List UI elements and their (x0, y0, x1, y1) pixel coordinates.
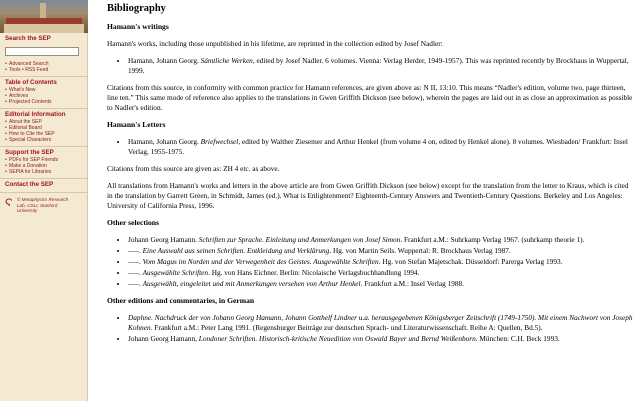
entry-details: . Frankfurt a.M.: Insel Verlag 1988. (360, 279, 464, 288)
entry-title: Schriften zur Sprache. Einleitung und Anmerkungen von Josef Simon (198, 235, 401, 244)
toc-section (0, 77, 87, 109)
whats-new-link[interactable]: • What's New (5, 87, 83, 93)
about-sep-link[interactable]: • About the SEP (5, 119, 83, 125)
toc-heading: Table of Contents (5, 79, 57, 86)
stanford-banner-image[interactable] (0, 0, 88, 33)
entry-details: , edited by Josef Nadler. 6 volumes. Vienna: Verlag Herder, 1949-1957). This was reprinted recently by Brockhaus in Wuppertal, 1999. (128, 56, 629, 75)
letters-list (107, 137, 633, 157)
search-heading: Search the SEP (5, 35, 51, 42)
entry-author: Johann Georg Hamann. (128, 235, 199, 244)
entry-author: —–. (128, 246, 143, 255)
list-item (128, 137, 633, 157)
writings-citation-note: Citations from this source, in conformity with common practice for Hamann references, are given above as: N II, 13:10. This means “Nadler's edition, volume two, page thirteen, line ten.” This same mode of reference also applies to the translations in Gwen Griffith Dickson (see below), wherein the pages are laid out in as close an approximation as possible to Nadler's edition. (107, 83, 633, 112)
entry-details: . Frankfurt a.M.: Peter Lang 1991. (Regensburger Beiträge zur deutschen Sprach- und Literaturwissenschaft. Reihe A: Quellen, Bd.5). (150, 323, 543, 332)
metaphysics-lab-logo-icon: Ϛ (5, 197, 13, 209)
entry-details: . Hg. von Hans Eichner. Berlin: Nicolaische Verlagsbuchhandlung 1994. (208, 268, 420, 277)
support-section (0, 147, 87, 179)
entry-title: Ausgewählt, eingeleitet und mit Anmerkungen versehen von Arthur Henkel (142, 279, 361, 288)
how-to-cite-link[interactable]: • How to Cite the SEP (5, 131, 83, 137)
list-item (128, 313, 633, 333)
writings-intro: Hamann's works, including those unpublished in his lifetime, are reprinted in the collection edited by Josef Nadler: (107, 39, 443, 48)
entry-title: Briefwechsel (200, 137, 239, 146)
entry-author: —–. (128, 268, 143, 277)
list-item (128, 246, 633, 256)
archives-link[interactable]: • Archives (5, 93, 83, 99)
page-title: Bibliography (107, 3, 166, 14)
editorial-heading: Editorial Information (5, 111, 66, 118)
projected-contents-link[interactable]: • Projected Contents (5, 99, 83, 105)
entry-details: . Frankfurt a.M.: Suhrkamp Verlag 1967. (suhrkamp theorie 1). (400, 235, 585, 244)
credit-text[interactable] (17, 197, 68, 214)
banner-wall (4, 24, 84, 33)
section-heading-other-editions: Other editions and commentaries, in German (107, 296, 255, 305)
section-heading-letters: Hamann's Letters (107, 120, 166, 129)
entry-author: —–. (128, 257, 143, 266)
search-input[interactable] (5, 47, 79, 56)
entry-author: Hamann, Johann Georg. (128, 56, 201, 65)
other-editions-list (107, 313, 633, 344)
credit-line: © Metaphysics Research (17, 197, 69, 202)
list-item (128, 56, 633, 76)
entry-author: Johann Georg Hamann, (128, 334, 199, 343)
entry-title: Londoner Schriften. Historisch-kritische Neuedition von Oswald Bayer und Bernd Weißenborn (198, 334, 476, 343)
writings-list (107, 56, 633, 76)
list-item (128, 235, 633, 245)
entry-author: —–. (128, 279, 143, 288)
support-heading: Support the SEP (5, 149, 54, 156)
list-item (128, 257, 633, 267)
entry-details: . Hg. von Stefan Majetschak. Düsseldorf: Parerga Verlag 1993. (378, 257, 563, 266)
list-item (128, 334, 633, 344)
translation-note: All translations from Hamann's works and letters in the above article are from Gwen Griffith Dickson (see below) except for the translation from the letter to Kraus, which is cited in the translation by Garrett Green, in Schmidt, James (ed.). What is Enlightenment? Eighteenth-Century Answers and Twentieth-Century Questions. Berkeley and Los Angeles: University of California Press, 1996. (107, 181, 629, 210)
advanced-search-link[interactable]: • Advanced Search (5, 61, 83, 67)
list-item (128, 268, 633, 278)
list-item (128, 279, 633, 289)
section-heading-other-selections: Other selections (107, 218, 159, 227)
entry-title: Daphne. Nachdruck der von Johann Georg Hamann, Johann Gotthelf Lindner u.a. herausgegebenen Königsberger Zeitschrift (1749-1750). Mit einem Nachwort von Joseph Kohnen (128, 313, 633, 332)
tools-rss-link[interactable]: • Tools • RSS Feed (5, 67, 83, 73)
entry-details: . München: C.H. Beck 1993. (475, 334, 560, 343)
credit-line: University (17, 208, 38, 213)
entry-title: Sämtliche Werken (200, 56, 253, 65)
contact-link[interactable]: Contact the SEP (5, 181, 54, 188)
editorial-board-link[interactable]: • Editorial Board (5, 125, 83, 131)
section-heading-writings: Hamann's writings (107, 22, 169, 31)
entry-details: . Hg. von Martin Seils. Wuppertal: R. Brockhaus Verlag 1987. (329, 246, 511, 255)
donation-link[interactable]: • Make a Donation (5, 163, 83, 169)
pdfs-link[interactable]: • PDFs for SEP Friends (5, 157, 83, 163)
entry-title: Ausgewählte Schriften (142, 268, 209, 277)
letters-citation-note: Citations from this source are given as: ZH 4 etc. as above. (107, 164, 280, 173)
special-characters-link[interactable]: • Special Characters (5, 137, 83, 143)
copyright-credit (0, 193, 87, 214)
other-selections-list (107, 235, 633, 289)
sepia-link[interactable]: • SEPIA for Libraries (5, 169, 83, 175)
entry-details: , edited by Walther Ziesemer and Arthur Henkel (from volume 4 on, edited by Henkel alone). 8 volumes. Wiesbaden/ Frankfurt: Insel Verlag, 1955-1975. (128, 137, 628, 156)
credit-line: Lab, CSLI, Stanford (17, 202, 58, 208)
entry-title: Eine Auswahl aus seinen Schriften. Entkleidung und Verklärung (142, 246, 330, 255)
entry-title: Vom Magus im Norden und der Verwegenheit des Geistes. Ausgewählte Schriften (142, 257, 379, 266)
main-content (107, 0, 633, 401)
sidebar (0, 0, 88, 401)
search-section (0, 33, 87, 77)
contact-section (0, 179, 87, 193)
editorial-section (0, 109, 87, 147)
entry-author: Hamann, Johann Georg. (128, 137, 201, 146)
